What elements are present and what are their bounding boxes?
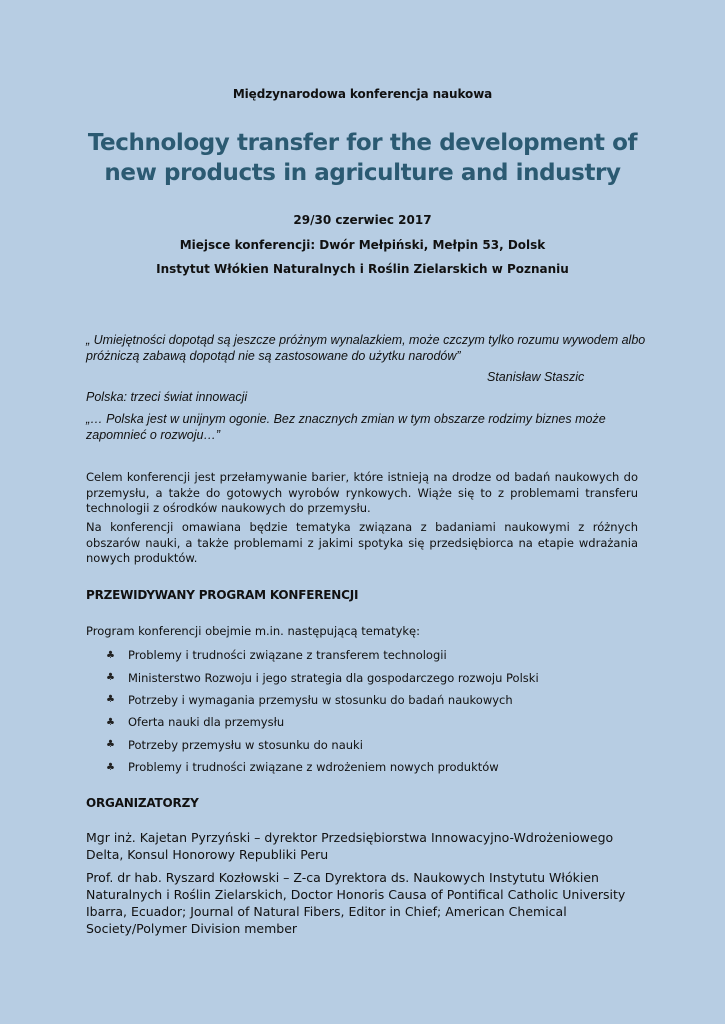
page-title: Technology transfer for the development of new products in agriculture and industry bbox=[87, 130, 638, 186]
club-suit-icon: ♣ bbox=[106, 716, 115, 728]
quote-author: Stanisław Staszic bbox=[487, 370, 585, 384]
organizers-heading: ORGANIZATORZY bbox=[86, 796, 199, 810]
list-item-text: Potrzeby i wymagania przemysłu w stosunku do badań naukowych bbox=[128, 692, 513, 707]
staszic-quote: „ Umiejętności dopotąd są jeszcze próżnym wynalazkiem, może czczym tylko rozumu wywodem albo próżniczą zabawą dopotąd nie są zastosowane do użytku narodów” bbox=[86, 333, 646, 363]
list-item bbox=[106, 644, 539, 666]
club-suit-icon: ♣ bbox=[106, 672, 115, 684]
poland-innovation-heading: Polska: trzeci świat innowacji bbox=[86, 390, 248, 404]
program-list bbox=[106, 644, 539, 778]
conference-date: 29/30 czerwiec 2017 bbox=[293, 213, 432, 227]
club-suit-icon: ♣ bbox=[106, 739, 115, 751]
list-item-text: Potrzeby przemysłu w stosunku do nauki bbox=[128, 737, 363, 752]
list-item bbox=[106, 689, 539, 711]
list-item bbox=[106, 734, 539, 756]
topics-paragraph: Na konferencji omawiana będzie tematyka związana z badaniami naukowymi z różnych obszarów nauki, a także problemami z jakimi spotyka się przedsiębiorca na etapie wdrażania nowych produktów. bbox=[86, 520, 638, 565]
program-intro: Program konferencji obejmie m.in. następującą tematykę: bbox=[86, 624, 420, 638]
poland-quote: „… Polska jest w unijnym ogonie. Bez znacznych zmian w tym obszarze rodzimy biznes może zapomnieć o rozwoju…” bbox=[86, 412, 606, 442]
club-suit-icon: ♣ bbox=[106, 694, 115, 706]
list-item bbox=[106, 756, 539, 778]
club-suit-icon: ♣ bbox=[106, 761, 115, 773]
list-item-text: Problemy i trudności związane z wdrożeniem nowych produktów bbox=[128, 760, 499, 775]
institute-name: Instytut Włókien Naturalnych i Roślin Zielarskich w Poznaniu bbox=[156, 262, 569, 276]
program-heading: PRZEWIDYWANY PROGRAM KONFERENCJI bbox=[86, 588, 359, 602]
list-item-text: Ministerstwo Rozwoju i jego strategia dla gospodarczego rozwoju Polski bbox=[128, 670, 539, 685]
organizer-kozlowski: Prof. dr hab. Ryszard Kozłowski – Z-ca Dyrektora ds. Naukowych Instytutu Włókien Naturalnych i Roślin Zielarskich, Doctor Honoris Causa of Pontifical Catholic University Ibarra, Ecuador; Journal of Natural Fibers, Editor in Chief; American Chemical Society/Polymer Division member bbox=[86, 870, 626, 936]
goal-paragraph: Celem konferencji jest przełamywanie barier, które istnieją na drodze od badań naukowych do przemysłu, a także do gotowych wyrobów rynkowych. Wiąże się to z problemami transferu technologii z ośrodków naukowych do przemysłu. bbox=[86, 470, 638, 515]
organizer-pyrzynski: Mgr inż. Kajetan Pyrzyński – dyrektor Przedsiębiorstwa Innowacyjno-Wdrożeniowego Delta, Konsul Honorowy Republiki Peru bbox=[86, 830, 614, 862]
conference-venue: Miejsce konferencji: Dwór Mełpiński, Mełpin 53, Dolsk bbox=[179, 238, 546, 252]
list-item-text: Problemy i trudności związane z transferem technologii bbox=[128, 648, 447, 663]
list-item bbox=[106, 666, 539, 688]
club-suit-icon: ♣ bbox=[106, 649, 115, 661]
list-item bbox=[106, 711, 539, 733]
conference-subtitle: Międzynarodowa konferencja naukowa bbox=[232, 87, 493, 101]
list-item-text: Oferta nauki dla przemysłu bbox=[128, 715, 285, 730]
